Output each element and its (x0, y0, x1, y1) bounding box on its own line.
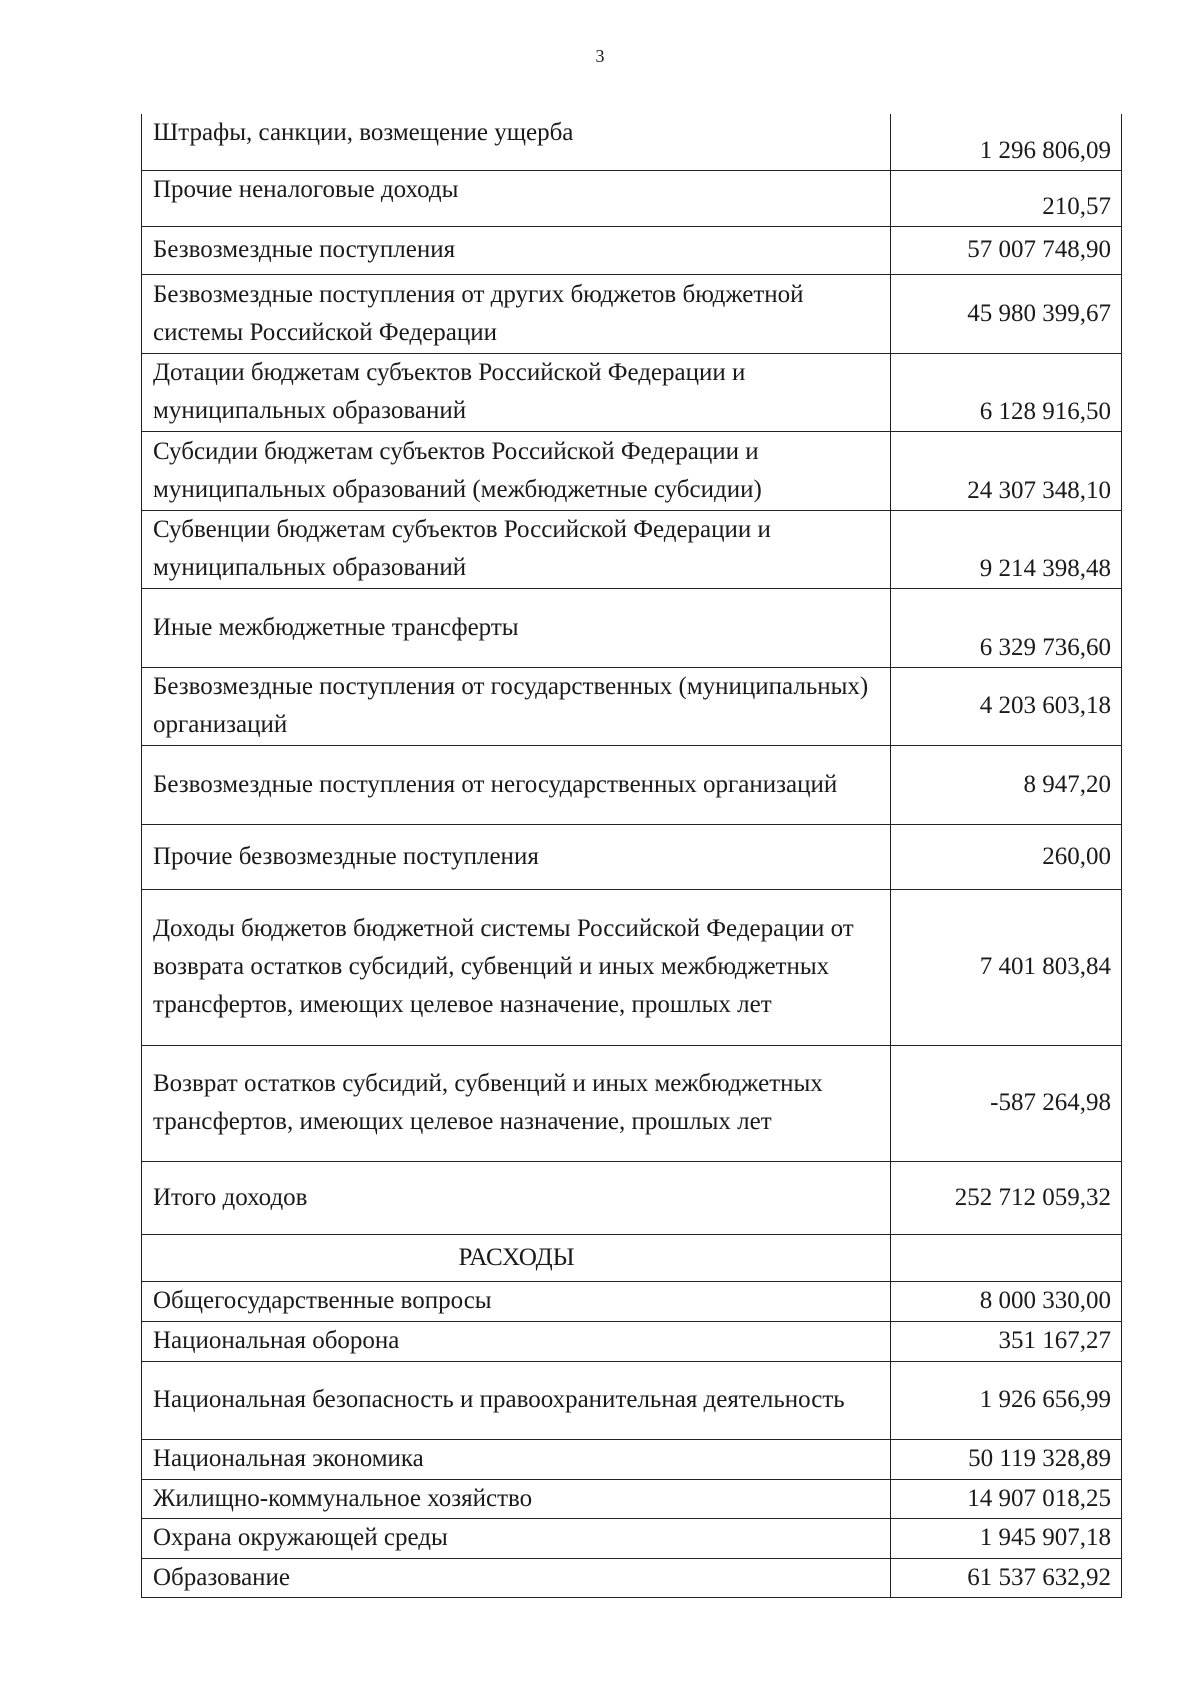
row-amount: 1 945 907,18 (891, 1518, 1122, 1558)
table-row (142, 667, 1122, 745)
table-row (142, 226, 1122, 274)
row-amount: 6 128 916,50 (891, 353, 1122, 431)
row-amount: 1 296 806,09 (891, 114, 1122, 170)
row-name: Безвозмездные поступления (142, 226, 891, 274)
row-amount: 210,57 (891, 170, 1122, 226)
row-name: Штрафы, санкции, возмещение ущерба (142, 114, 891, 170)
row-amount: 9 214 398,48 (891, 510, 1122, 588)
table-row (142, 431, 1122, 510)
row-name: Общегосударственные вопросы (142, 1281, 891, 1321)
row-amount-empty (891, 1234, 1122, 1281)
row-name: Безвозмездные поступления от негосударственных организаций (142, 745, 891, 824)
row-amount: 14 907 018,25 (891, 1479, 1122, 1518)
table-row (142, 889, 1122, 1045)
row-amount: 61 537 632,92 (891, 1558, 1122, 1597)
row-name: Прочие неналоговые доходы (142, 170, 891, 226)
table-row (142, 1161, 1122, 1234)
table-row (142, 1281, 1122, 1321)
table-row (142, 1558, 1122, 1597)
table-row (142, 745, 1122, 824)
table-row (142, 824, 1122, 889)
row-amount: 1 926 656,99 (891, 1361, 1122, 1439)
row-amount: 57 007 748,90 (891, 226, 1122, 274)
page-number: 3 (595, 46, 605, 66)
row-name: Итого доходов (142, 1161, 891, 1234)
row-name: Жилищно-коммунальное хозяйство (142, 1479, 891, 1518)
table-row (142, 1321, 1122, 1361)
row-name: Субсидии бюджетам субъектов Российской Федерации и муниципальных образований (межбюджетные субсидии) (142, 431, 891, 510)
row-amount: 24 307 348,10 (891, 431, 1122, 510)
row-amount: 260,00 (891, 824, 1122, 889)
table-row (142, 353, 1122, 431)
row-name: Иные межбюджетные трансферты (142, 588, 891, 667)
row-amount: 7 401 803,84 (891, 889, 1122, 1045)
row-amount: -587 264,98 (891, 1045, 1122, 1161)
table-row (142, 510, 1122, 588)
expenses-section-title: РАСХОДЫ (142, 1234, 891, 1281)
row-name: Образование (142, 1558, 891, 1597)
section-header-row (142, 1234, 1122, 1281)
row-name: Безвозмездные поступления от государственных (муниципальных) организаций (142, 667, 891, 745)
row-name: Доходы бюджетов бюджетной системы Российской Федерации от возврата остатков субсидий, субвенций и иных межбюджетных трансфертов, имеющих целевое назначение, прошлых лет (142, 889, 891, 1045)
row-amount: 252 712 059,32 (891, 1161, 1122, 1234)
row-amount: 8 947,20 (891, 745, 1122, 824)
row-amount: 45 980 399,67 (891, 274, 1122, 353)
row-name: Национальная безопасность и правоохранительная деятельность (142, 1361, 891, 1439)
row-name: Дотации бюджетам субъектов Российской Федерации и муниципальных образований (142, 353, 891, 431)
row-amount: 351 167,27 (891, 1321, 1122, 1361)
row-amount: 6 329 736,60 (891, 588, 1122, 667)
table-row (142, 1361, 1122, 1439)
table-row (142, 114, 1122, 170)
budget-table (141, 114, 1122, 1598)
row-name: Национальная экономика (142, 1439, 891, 1479)
table-row (142, 1439, 1122, 1479)
table-row (142, 170, 1122, 226)
row-name: Охрана окружающей среды (142, 1518, 891, 1558)
row-name: Прочие безвозмездные поступления (142, 824, 891, 889)
row-name: Безвозмездные поступления от других бюджетов бюджетной системы Российской Федерации (142, 274, 891, 353)
table-row (142, 1479, 1122, 1518)
row-amount: 4 203 603,18 (891, 667, 1122, 745)
table-row (142, 1518, 1122, 1558)
row-name: Национальная оборона (142, 1321, 891, 1361)
table-row (142, 588, 1122, 667)
table-row (142, 1045, 1122, 1161)
table-row (142, 274, 1122, 353)
row-amount: 50 119 328,89 (891, 1439, 1122, 1479)
row-amount: 8 000 330,00 (891, 1281, 1122, 1321)
row-name: Субвенции бюджетам субъектов Российской Федерации и муниципальных образований (142, 510, 891, 588)
row-name: Возврат остатков субсидий, субвенций и иных межбюджетных трансфертов, имеющих целевое назначение, прошлых лет (142, 1045, 891, 1161)
